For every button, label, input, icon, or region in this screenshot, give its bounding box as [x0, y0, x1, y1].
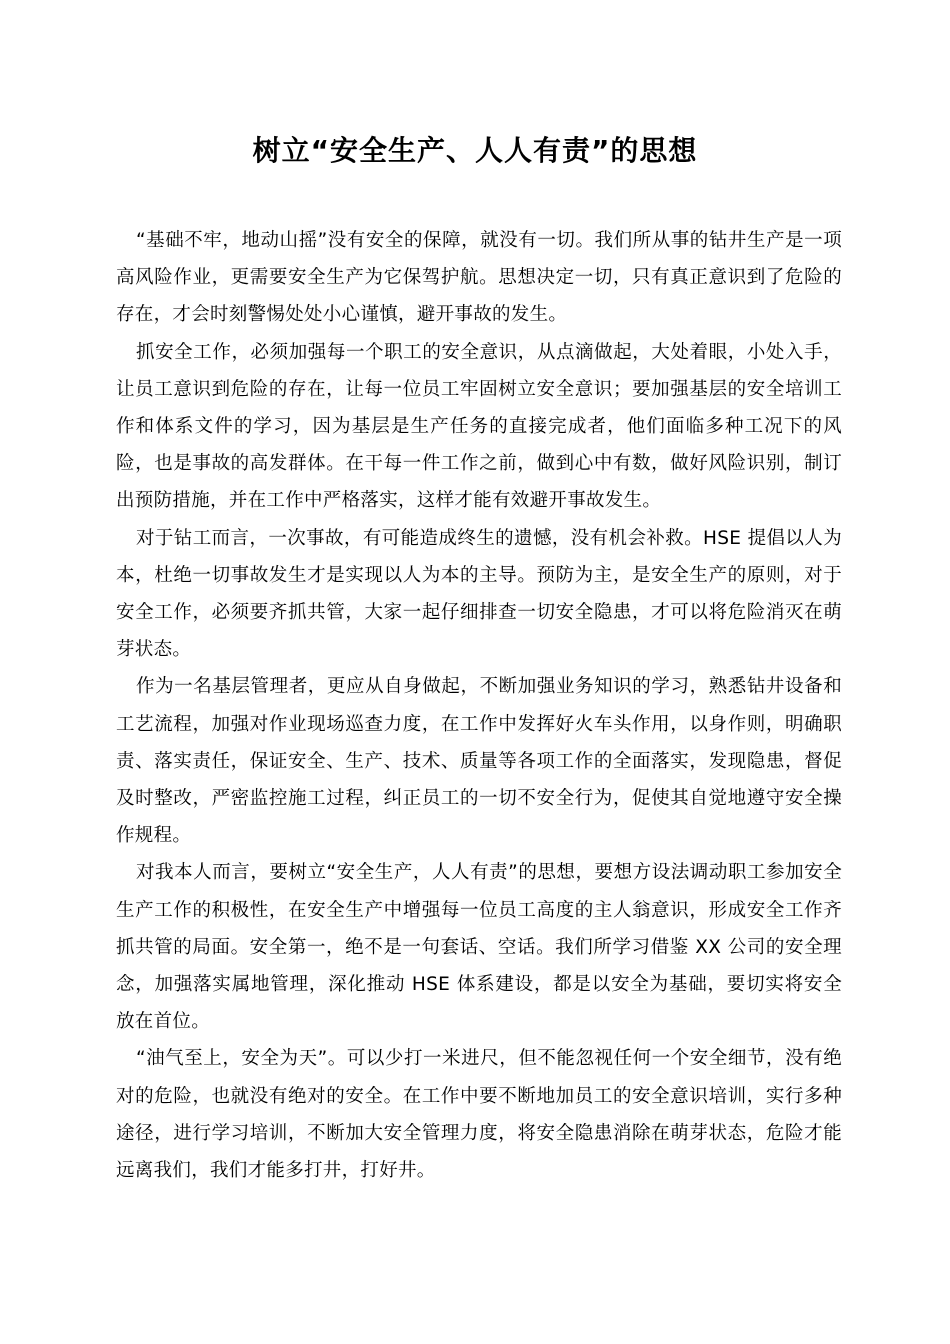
paragraph-3: 对于钻工而言，一次事故，有可能造成终生的遗憾，没有机会补救。HSE 提倡以人为本，杜绝一切事故发生才是实现以人为本的主导。预防为主，是安全生产的原则，对于安全工作，必须要齐抓共管，大家一起仔细排查一切安全隐患，才可以将危险消灭在萌芽状态。: [116, 527, 842, 661]
paragraph-4: 作为一名基层管理者，更应从自身做起，不断加强业务知识的学习，熟悉钻井设备和工艺流程，加强对作业现场巡查力度，在工作中发挥好火车头作用，以身作则，明确职责、落实责任，保证安全、生产、技术、质量等各项工作的全面落实，发现隐患，督促及时整改，严密监控施工过程，纠正员工的一切不安全行为，促使其自觉地遵守安全操作规程。: [116, 676, 842, 847]
paragraph-1: “基础不牢，地动山摇”没有安全的保障，就没有一切。我们所从事的钻井生产是一项高风险作业，更需要安全生产为它保驾护航。思想决定一切，只有真正意识到了危险的存在，才会时刻警惕处处小心谨慎，避开事故的发生。: [116, 230, 842, 326]
document-title: 树立“安全生产、人人有责”的思想: [252, 134, 698, 167]
paragraph-6: “油气至上，安全为天”。可以少打一米进尺，但不能忽视任何一个安全细节，没有绝对的危险，也就没有绝对的安全。在工作中要不断地加员工的安全意识培训，实行多种途径，进行学习培训，不断加大安全管理力度，将安全隐患消除在萌芽状态，危险才能远离我们，我们才能多打井，打好井。: [116, 1048, 842, 1182]
paragraph-2: 抓安全工作，必须加强每一个职工的安全意识，从点滴做起，大处着眼，小处入手，让员工意识到危险的存在，让每一位员工牢固树立安全意识；要加强基层的安全培训工作和体系文件的学习，因为基层是生产任务的直接完成者，他们面临多种工况下的风险，也是事故的高发群体。在干每一件工作之前，做到心中有数，做好风险识别，制订出预防措施，并在工作中严格落实，这样才能有效避开事故发生。: [116, 341, 842, 512]
document-body: [116, 222, 842, 1189]
paragraph-5: 对我本人而言，要树立“安全生产，人人有责”的思想，要想方设法调动职工参加安全生产工作的积极性，在安全生产中增强每一位员工高度的主人翁意识，形成安全工作齐抓共管的局面。安全第一，绝不是一句套话、空话。我们所学习借鉴 XX 公司的安全理念，加强落实属地管理，深化推动 HSE 体系建设，都是以安全为基础，要切实将安全放在首位。: [116, 862, 842, 1033]
